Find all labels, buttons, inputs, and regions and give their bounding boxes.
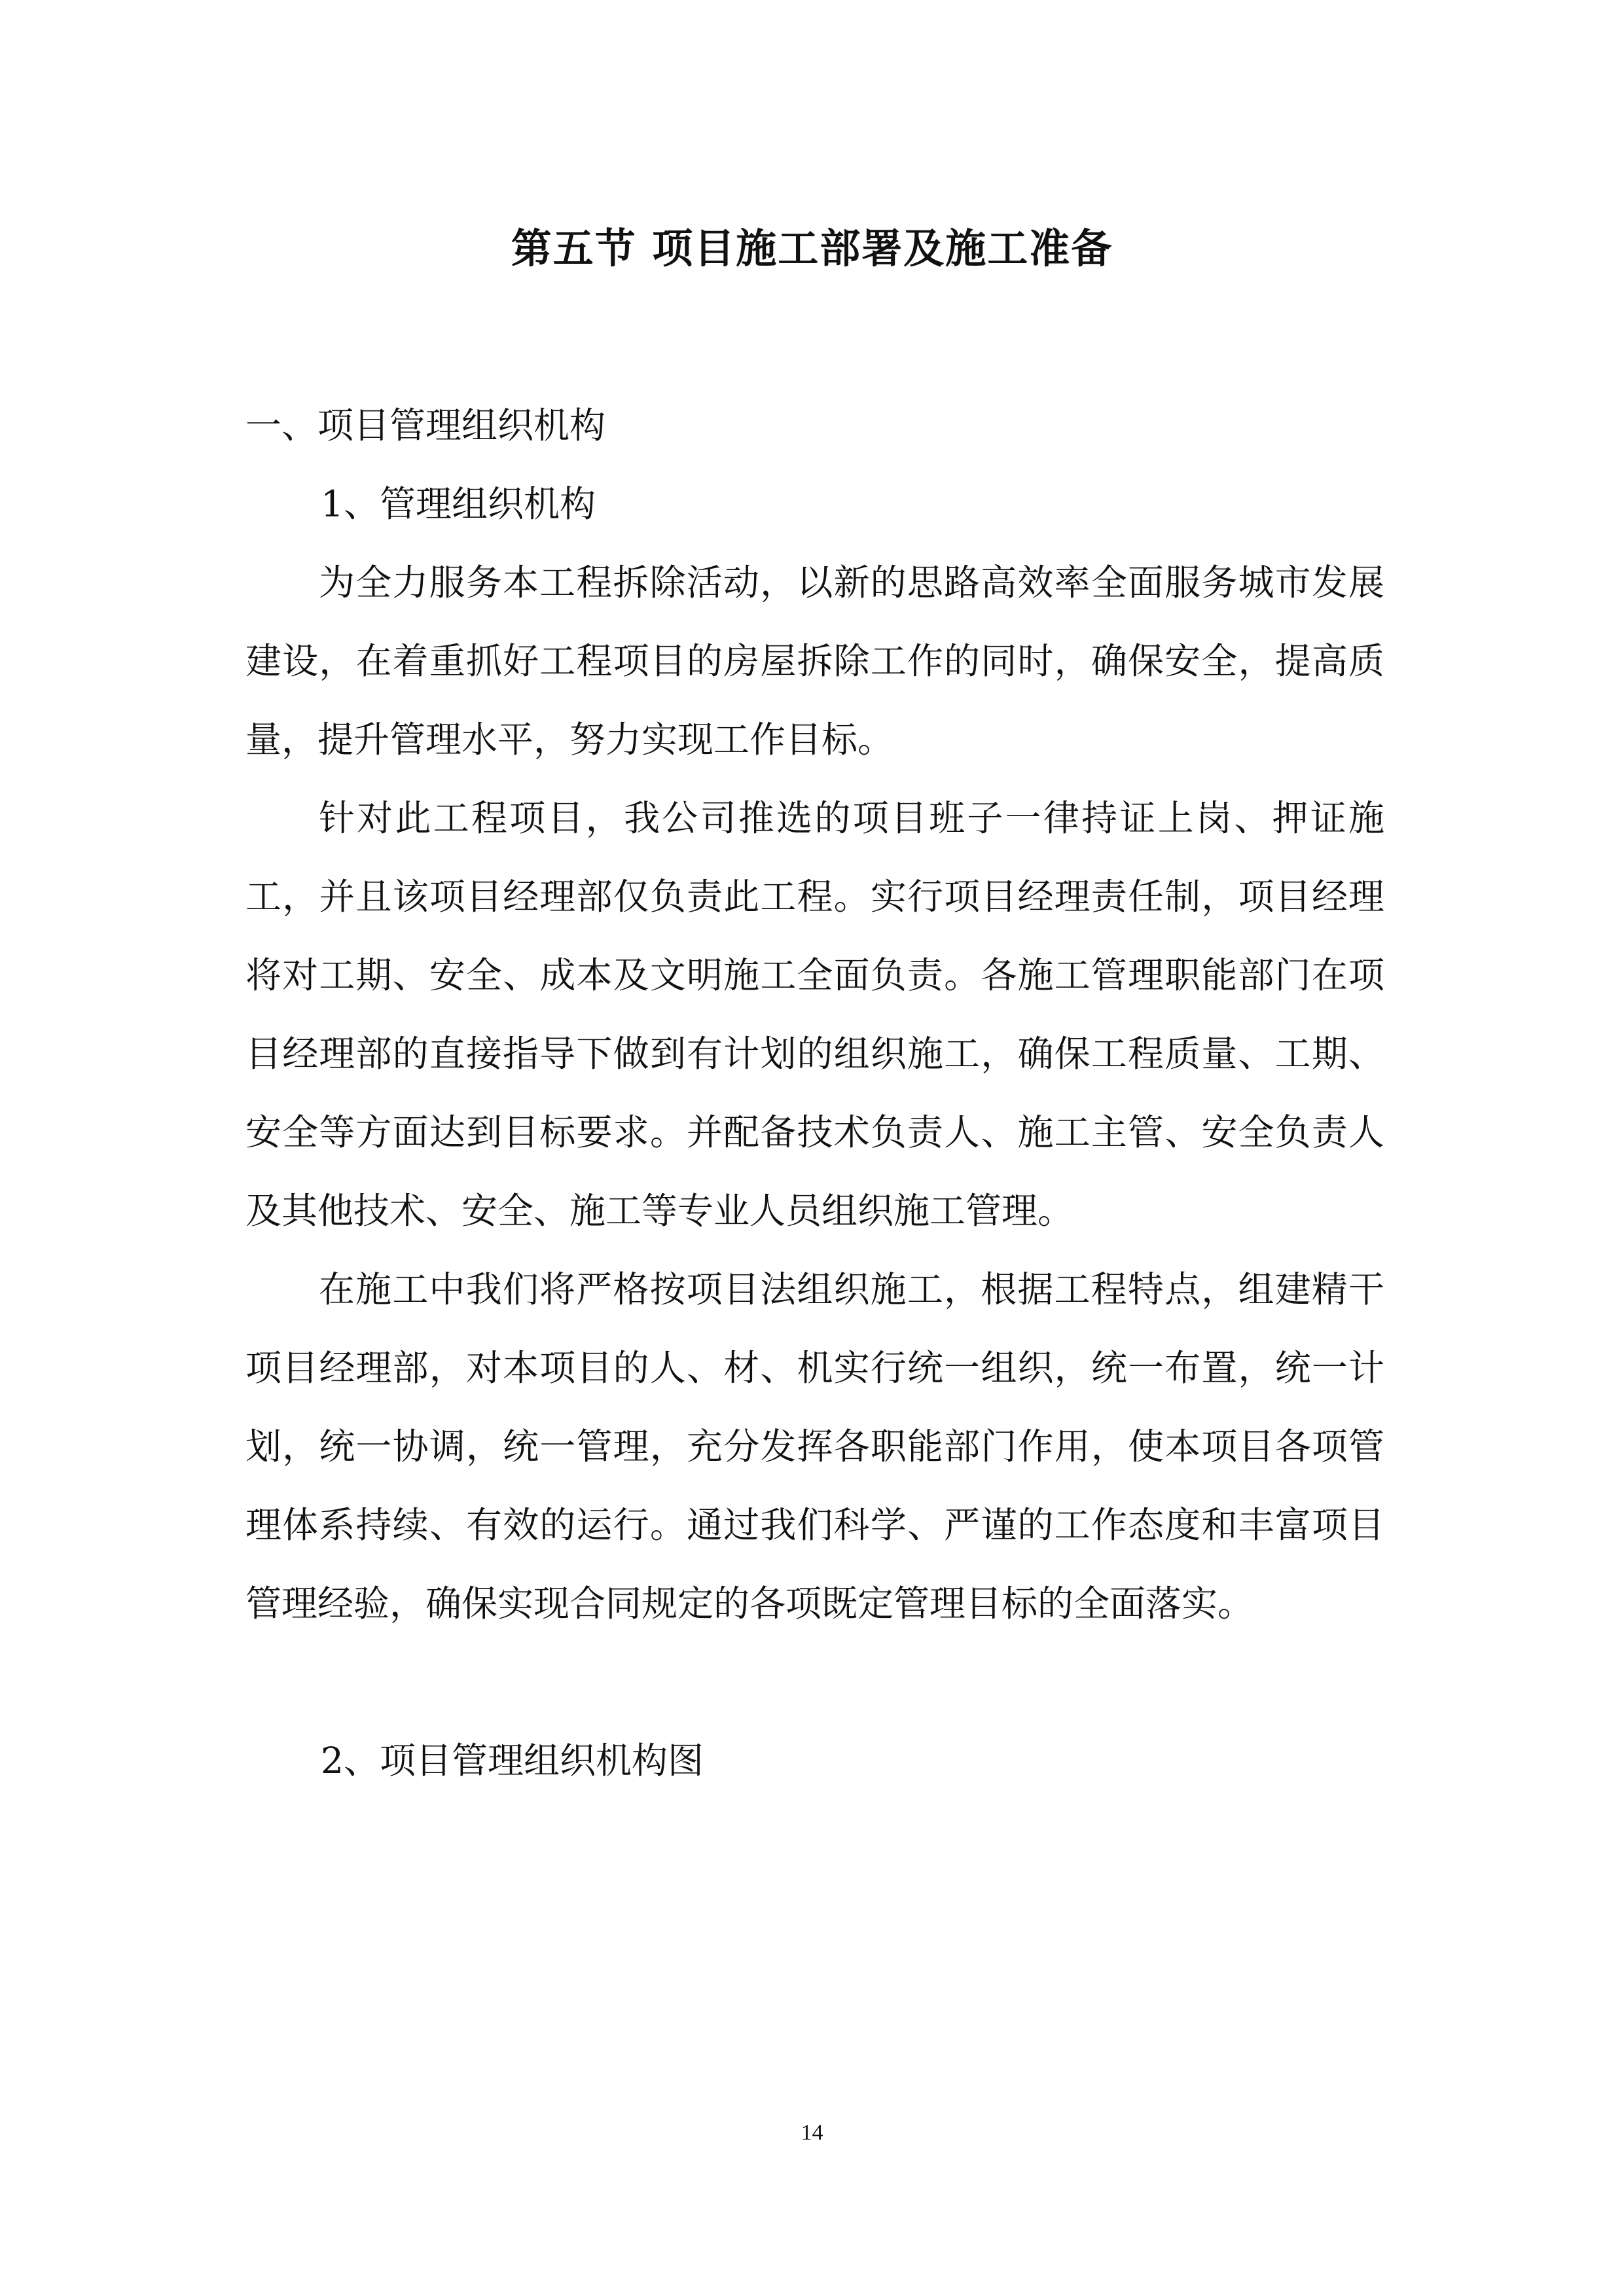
paragraph-1: 为全力服务本工程拆除活动，以新的思路高效率全面服务城市发展建设，在着重抓好工程项目的房屋拆除工作的同时，确保安全，提高质量，提升管理水平，努力实现工作目标。	[245, 562, 1384, 761]
paragraph-2: 针对此工程项目，我公司推选的项目班子一律持证上岗、押证施工，并且该项目经理部仅负责此工程。实行项目经理责任制，项目经理将对工期、安全、成本及文明施工全面负责。各施工管理职能部门在项目经理部的直接指导下做到有计划的组织施工，确保工程质量、工期、安全等方面达到目标要求。并配备技术负责人、施工主管、安全负责人及其他技术、安全、施工等专业人员组织施工管理。	[245, 797, 1384, 1232]
subsection-heading-1: 1、管理组织机构	[321, 483, 596, 525]
page-number: 14	[801, 2121, 823, 2145]
paragraph-3: 在施工中我们将严格按项目法组织施工，根据工程特点，组建精干项目经理部，对本项目的人、材、机实行统一组织，统一布置，统一计划，统一协调，统一管理，充分发挥各职能部门作用，使本项目各项管理体系持续、有效的运行。通过我们科学、严谨的工作态度和丰富项目管理经验，确保实现合同规定的各项既定管理目标的全面落实。	[245, 1268, 1384, 1624]
page-title: 第五节 项目施工部署及施工准备	[511, 224, 1113, 272]
section-heading: 一、项目管理组织机构	[245, 404, 606, 446]
subsection-heading-2: 2、项目管理组织机构图	[321, 1740, 704, 1782]
